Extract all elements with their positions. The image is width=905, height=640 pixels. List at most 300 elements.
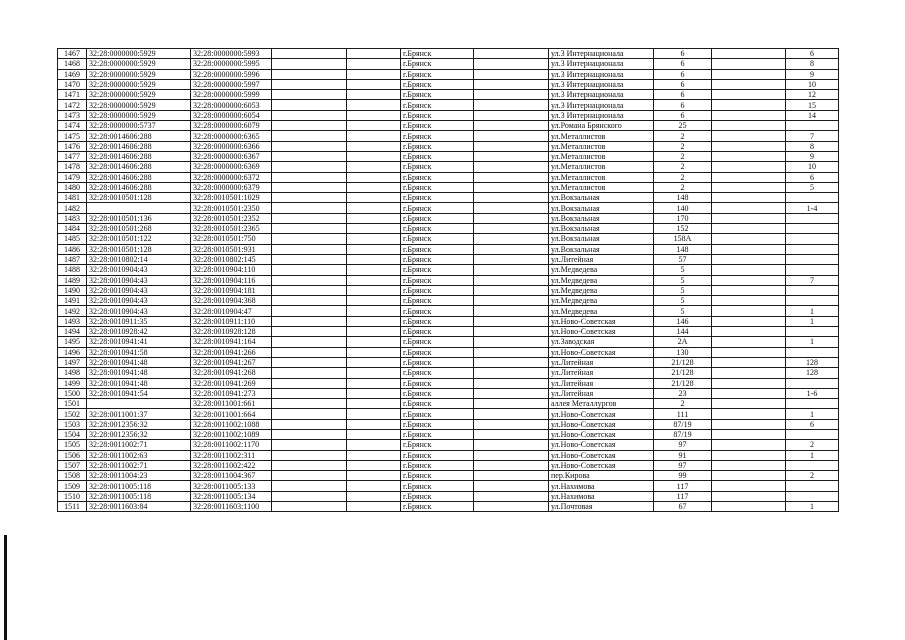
city-cell: г.Брянск: [401, 450, 474, 460]
street-cell: ул.Ново-Советская: [549, 347, 654, 357]
house-number-cell: 2А: [654, 337, 712, 347]
row-number-cell: 1474: [58, 121, 87, 131]
street-cell: ул.3 Интернационала: [549, 90, 654, 100]
street-cell: аллея Металлургов: [549, 399, 654, 409]
parent-cadastral-number-cell: 32:28:0014606:288: [87, 151, 191, 161]
row-number-cell: 1472: [58, 100, 87, 110]
col-5-cell: [347, 265, 401, 275]
parent-cadastral-number-cell: 32:28:0010904:43: [87, 306, 191, 316]
table-row: [58, 79, 839, 89]
apartment-cell: [786, 460, 839, 470]
street-cell: ул.Литейная: [549, 254, 654, 264]
parent-cadastral-number-cell: 32:28:0010802:14: [87, 254, 191, 264]
table-row: [58, 285, 839, 295]
city-cell: г.Брянск: [401, 378, 474, 388]
apartment-cell: 1: [786, 337, 839, 347]
cadastral-number-cell: 32:28:0000000:6379: [191, 182, 272, 192]
col-10-cell: [712, 409, 786, 419]
table-row: [58, 327, 839, 337]
col-7-cell: [474, 481, 549, 491]
cadastral-number-cell: 32:28:0010904:110: [191, 265, 272, 275]
cadastral-number-cell: 32:28:0010941:273: [191, 388, 272, 398]
col-5-cell: [347, 110, 401, 120]
col-10-cell: [712, 121, 786, 131]
row-number-cell: 1471: [58, 90, 87, 100]
col-4-cell: [272, 316, 347, 326]
col-10-cell: [712, 399, 786, 409]
col-4-cell: [272, 182, 347, 192]
apartment-cell: [786, 491, 839, 501]
house-number-cell: 87/19: [654, 419, 712, 429]
parent-cadastral-number-cell: 32:28:0010501:268: [87, 224, 191, 234]
col-7-cell: [474, 172, 549, 182]
street-cell: ул.3 Интернационала: [549, 69, 654, 79]
col-5-cell: [347, 59, 401, 69]
apartment-cell: 1: [786, 316, 839, 326]
table-row: [58, 244, 839, 254]
row-number-cell: 1509: [58, 481, 87, 491]
parent-cadastral-number-cell: 32:28:0011603:84: [87, 502, 191, 512]
col-5-cell: [347, 69, 401, 79]
row-number-cell: 1495: [58, 337, 87, 347]
table-row: [58, 409, 839, 419]
col-5-cell: [347, 460, 401, 470]
apartment-cell: 128: [786, 357, 839, 367]
col-10-cell: [712, 368, 786, 378]
col-10-cell: [712, 254, 786, 264]
col-7-cell: [474, 254, 549, 264]
apartment-cell: 14: [786, 110, 839, 120]
col-4-cell: [272, 151, 347, 161]
col-4-cell: [272, 440, 347, 450]
apartment-cell: 1: [786, 409, 839, 419]
col-7-cell: [474, 110, 549, 120]
apartment-cell: 5: [786, 182, 839, 192]
house-number-cell: 21/128: [654, 378, 712, 388]
col-4-cell: [272, 327, 347, 337]
col-4-cell: [272, 357, 347, 367]
parent-cadastral-number-cell: 32:28:0011002:63: [87, 450, 191, 460]
col-10-cell: [712, 162, 786, 172]
row-number-cell: 1469: [58, 69, 87, 79]
table-row: [58, 491, 839, 501]
col-10-cell: [712, 378, 786, 388]
house-number-cell: 6: [654, 69, 712, 79]
street-cell: ул.Вокзальная: [549, 234, 654, 244]
row-number-cell: 1481: [58, 193, 87, 203]
cadastral-number-cell: 32:28:0011002:1170: [191, 440, 272, 450]
col-10-cell: [712, 141, 786, 151]
col-5-cell: [347, 296, 401, 306]
col-10-cell: [712, 234, 786, 244]
col-7-cell: [474, 151, 549, 161]
city-cell: г.Брянск: [401, 481, 474, 491]
city-cell: г.Брянск: [401, 69, 474, 79]
col-5-cell: [347, 471, 401, 481]
cadastral-number-cell: 32:28:0000000:6365: [191, 131, 272, 141]
cadastral-number-cell: 32:28:0011002:1088: [191, 419, 272, 429]
table-row: [58, 224, 839, 234]
cadastral-number-cell: 32:28:0011001:664: [191, 409, 272, 419]
house-number-cell: 97: [654, 460, 712, 470]
table-row: [58, 347, 839, 357]
table-row: [58, 110, 839, 120]
col-7-cell: [474, 419, 549, 429]
house-number-cell: 158А: [654, 234, 712, 244]
col-4-cell: [272, 162, 347, 172]
street-cell: ул.Ново-Советская: [549, 327, 654, 337]
city-cell: г.Брянск: [401, 275, 474, 285]
col-7-cell: [474, 471, 549, 481]
city-cell: г.Брянск: [401, 285, 474, 295]
apartment-cell: 8: [786, 59, 839, 69]
table-row: [58, 378, 839, 388]
col-10-cell: [712, 69, 786, 79]
parent-cadastral-number-cell: 32:28:0012356:32: [87, 429, 191, 439]
col-7-cell: [474, 368, 549, 378]
col-4-cell: [272, 90, 347, 100]
col-4-cell: [272, 491, 347, 501]
apartment-cell: [786, 213, 839, 223]
house-number-cell: 23: [654, 388, 712, 398]
street-cell: ул.3 Интернационала: [549, 49, 654, 59]
row-number-cell: 1468: [58, 59, 87, 69]
apartment-cell: [786, 481, 839, 491]
street-cell: ул.Ново-Советская: [549, 419, 654, 429]
cadastral-number-cell: 32:28:0010501:2352: [191, 213, 272, 223]
col-7-cell: [474, 141, 549, 151]
house-number-cell: 67: [654, 502, 712, 512]
cadastral-number-cell: 32:28:0000000:6366: [191, 141, 272, 151]
col-5-cell: [347, 347, 401, 357]
col-5-cell: [347, 121, 401, 131]
row-number-cell: 1511: [58, 502, 87, 512]
apartment-cell: [786, 347, 839, 357]
cadastral-number-cell: 32:28:0011004:367: [191, 471, 272, 481]
row-number-cell: 1484: [58, 224, 87, 234]
table-row: [58, 141, 839, 151]
col-10-cell: [712, 275, 786, 285]
street-cell: ул.Металлистов: [549, 131, 654, 141]
house-number-cell: 25: [654, 121, 712, 131]
apartment-cell: [786, 254, 839, 264]
col-7-cell: [474, 162, 549, 172]
street-cell: ул.Вокзальная: [549, 244, 654, 254]
parent-cadastral-number-cell: 32:28:0000000:5929: [87, 69, 191, 79]
col-10-cell: [712, 59, 786, 69]
city-cell: г.Брянск: [401, 244, 474, 254]
row-number-cell: 1506: [58, 450, 87, 460]
cadastral-number-cell: 32:28:0010904:368: [191, 296, 272, 306]
col-10-cell: [712, 110, 786, 120]
table-row: [58, 213, 839, 223]
street-cell: ул.3 Интернационала: [549, 79, 654, 89]
apartment-cell: 9: [786, 151, 839, 161]
col-7-cell: [474, 429, 549, 439]
city-cell: г.Брянск: [401, 131, 474, 141]
parent-cadastral-number-cell: 32:28:0000000:5737: [87, 121, 191, 131]
col-7-cell: [474, 378, 549, 388]
house-number-cell: 57: [654, 254, 712, 264]
col-5-cell: [347, 234, 401, 244]
cadastral-number-cell: 32:28:0000000:5995: [191, 59, 272, 69]
street-cell: ул.Литейная: [549, 357, 654, 367]
parent-cadastral-number-cell: 32:28:0000000:5929: [87, 49, 191, 59]
row-number-cell: 1479: [58, 172, 87, 182]
street-cell: ул.Литейная: [549, 388, 654, 398]
col-10-cell: [712, 306, 786, 316]
col-10-cell: [712, 224, 786, 234]
street-cell: ул.Медведева: [549, 265, 654, 275]
row-number-cell: 1503: [58, 419, 87, 429]
table-row: [58, 481, 839, 491]
col-4-cell: [272, 296, 347, 306]
table-row: [58, 203, 839, 213]
col-10-cell: [712, 502, 786, 512]
col-5-cell: [347, 275, 401, 285]
table-row: [58, 172, 839, 182]
house-number-cell: 170: [654, 213, 712, 223]
col-5-cell: [347, 419, 401, 429]
row-number-cell: 1492: [58, 306, 87, 316]
house-number-cell: 6: [654, 100, 712, 110]
city-cell: г.Брянск: [401, 491, 474, 501]
col-5-cell: [347, 172, 401, 182]
cadastral-number-cell: 32:28:0010928:128: [191, 327, 272, 337]
city-cell: г.Брянск: [401, 49, 474, 59]
parent-cadastral-number-cell: [87, 399, 191, 409]
col-7-cell: [474, 121, 549, 131]
street-cell: ул.Металлистов: [549, 182, 654, 192]
street-cell: ул.Романа Брянского: [549, 121, 654, 131]
col-4-cell: [272, 471, 347, 481]
apartment-cell: 2: [786, 440, 839, 450]
street-cell: ул.3 Интернационала: [549, 59, 654, 69]
cadastral-number-cell: 32:28:0000000:6367: [191, 151, 272, 161]
apartment-cell: [786, 399, 839, 409]
col-10-cell: [712, 244, 786, 254]
city-cell: г.Брянск: [401, 357, 474, 367]
col-4-cell: [272, 59, 347, 69]
city-cell: г.Брянск: [401, 368, 474, 378]
col-4-cell: [272, 121, 347, 131]
col-5-cell: [347, 440, 401, 450]
col-7-cell: [474, 388, 549, 398]
city-cell: г.Брянск: [401, 182, 474, 192]
col-7-cell: [474, 131, 549, 141]
col-5-cell: [347, 481, 401, 491]
parent-cadastral-number-cell: 32:28:0000000:5929: [87, 100, 191, 110]
table-row: [58, 131, 839, 141]
row-number-cell: 1476: [58, 141, 87, 151]
col-7-cell: [474, 491, 549, 501]
house-number-cell: 5: [654, 285, 712, 295]
col-10-cell: [712, 429, 786, 439]
city-cell: г.Брянск: [401, 347, 474, 357]
street-cell: ул.Ново-Советская: [549, 460, 654, 470]
col-10-cell: [712, 203, 786, 213]
apartment-cell: 9: [786, 69, 839, 79]
city-cell: г.Брянск: [401, 151, 474, 161]
col-10-cell: [712, 172, 786, 182]
apartment-cell: [786, 285, 839, 295]
row-number-cell: 1475: [58, 131, 87, 141]
col-10-cell: [712, 357, 786, 367]
row-number-cell: 1502: [58, 409, 87, 419]
col-10-cell: [712, 337, 786, 347]
table-row: [58, 151, 839, 161]
parent-cadastral-number-cell: 32:28:0000000:5929: [87, 79, 191, 89]
table-row: [58, 471, 839, 481]
col-5-cell: [347, 368, 401, 378]
city-cell: г.Брянск: [401, 213, 474, 223]
apartment-cell: [786, 327, 839, 337]
row-number-cell: 1498: [58, 368, 87, 378]
cadastral-number-cell: 32:28:0010911:110: [191, 316, 272, 326]
row-number-cell: 1478: [58, 162, 87, 172]
street-cell: ул.Ново-Советская: [549, 429, 654, 439]
row-number-cell: 1496: [58, 347, 87, 357]
row-number-cell: 1490: [58, 285, 87, 295]
col-5-cell: [347, 429, 401, 439]
row-number-cell: 1491: [58, 296, 87, 306]
apartment-cell: 1-6: [786, 388, 839, 398]
table-row: [58, 69, 839, 79]
page-edge-mark: [4, 535, 7, 640]
parent-cadastral-number-cell: 32:28:0014606:288: [87, 182, 191, 192]
city-cell: г.Брянск: [401, 296, 474, 306]
street-cell: ул.Литейная: [549, 378, 654, 388]
parent-cadastral-number-cell: 32:28:0010501:122: [87, 234, 191, 244]
table-row: [58, 254, 839, 264]
col-5-cell: [347, 254, 401, 264]
city-cell: г.Брянск: [401, 172, 474, 182]
parent-cadastral-number-cell: 32:28:0010501:136: [87, 213, 191, 223]
apartment-cell: [786, 429, 839, 439]
cadastral-number-cell: 32:28:0000000:6369: [191, 162, 272, 172]
city-cell: г.Брянск: [401, 100, 474, 110]
cadastral-number-cell: 32:28:0011002:422: [191, 460, 272, 470]
parent-cadastral-number-cell: 32:28:0010904:43: [87, 265, 191, 275]
city-cell: г.Брянск: [401, 306, 474, 316]
col-7-cell: [474, 49, 549, 59]
row-number-cell: 1473: [58, 110, 87, 120]
col-10-cell: [712, 419, 786, 429]
house-number-cell: 6: [654, 59, 712, 69]
cadastral-number-cell: 32:28:0011603:1100: [191, 502, 272, 512]
apartment-cell: 12: [786, 90, 839, 100]
col-7-cell: [474, 69, 549, 79]
street-cell: ул.3 Интернационала: [549, 110, 654, 120]
table-row: [58, 49, 839, 59]
house-number-cell: 146: [654, 316, 712, 326]
cadastral-number-cell: 32:28:0011005:134: [191, 491, 272, 501]
house-number-cell: 6: [654, 79, 712, 89]
table-row: [58, 460, 839, 470]
house-number-cell: 5: [654, 296, 712, 306]
col-4-cell: [272, 244, 347, 254]
apartment-cell: [786, 265, 839, 275]
apartment-cell: 1: [786, 450, 839, 460]
apartment-cell: 6: [786, 172, 839, 182]
col-10-cell: [712, 49, 786, 59]
table-row: [58, 265, 839, 275]
row-number-cell: 1494: [58, 327, 87, 337]
col-10-cell: [712, 296, 786, 306]
street-cell: ул.Вокзальная: [549, 224, 654, 234]
house-number-cell: 140: [654, 203, 712, 213]
street-cell: ул.Вокзальная: [549, 193, 654, 203]
parent-cadastral-number-cell: 32:28:0014606:288: [87, 131, 191, 141]
col-4-cell: [272, 69, 347, 79]
table-row: [58, 162, 839, 172]
col-4-cell: [272, 429, 347, 439]
row-number-cell: 1477: [58, 151, 87, 161]
house-number-cell: 6: [654, 90, 712, 100]
table-row: [58, 296, 839, 306]
col-7-cell: [474, 316, 549, 326]
house-number-cell: 5: [654, 275, 712, 285]
col-5-cell: [347, 141, 401, 151]
street-cell: ул.Нахимова: [549, 481, 654, 491]
col-7-cell: [474, 203, 549, 213]
col-5-cell: [347, 151, 401, 161]
house-number-cell: 130: [654, 347, 712, 357]
city-cell: г.Брянск: [401, 316, 474, 326]
street-cell: ул.Металлистов: [549, 141, 654, 151]
cadastral-number-cell: 32:28:0010904:47: [191, 306, 272, 316]
table-row: [58, 234, 839, 244]
col-10-cell: [712, 193, 786, 203]
col-5-cell: [347, 213, 401, 223]
col-4-cell: [272, 100, 347, 110]
city-cell: г.Брянск: [401, 79, 474, 89]
col-4-cell: [272, 172, 347, 182]
cadastral-number-cell: 32:28:0010501:931: [191, 244, 272, 254]
cadastral-number-cell: 32:28:0011001:661: [191, 399, 272, 409]
cadastral-number-cell: 32:28:0011002:1089: [191, 429, 272, 439]
city-cell: г.Брянск: [401, 265, 474, 275]
cadastral-number-cell: 32:28:0011005:133: [191, 481, 272, 491]
house-number-cell: 148: [654, 193, 712, 203]
row-number-cell: 1482: [58, 203, 87, 213]
house-number-cell: 97: [654, 440, 712, 450]
row-number-cell: 1500: [58, 388, 87, 398]
apartment-cell: [786, 224, 839, 234]
parent-cadastral-number-cell: 32:28:0011004:23: [87, 471, 191, 481]
apartment-cell: 8: [786, 141, 839, 151]
col-7-cell: [474, 347, 549, 357]
city-cell: г.Брянск: [401, 327, 474, 337]
parent-cadastral-number-cell: 32:28:0011001:37: [87, 409, 191, 419]
col-4-cell: [272, 378, 347, 388]
row-number-cell: 1510: [58, 491, 87, 501]
parent-cadastral-number-cell: 32:28:0000000:5929: [87, 90, 191, 100]
apartment-cell: [786, 244, 839, 254]
col-5-cell: [347, 203, 401, 213]
cadastral-number-cell: 32:28:0000000:5997: [191, 79, 272, 89]
col-5-cell: [347, 337, 401, 347]
house-number-cell: 111: [654, 409, 712, 419]
col-10-cell: [712, 316, 786, 326]
col-5-cell: [347, 450, 401, 460]
parent-cadastral-number-cell: 32:28:0010941:54: [87, 388, 191, 398]
col-4-cell: [272, 49, 347, 59]
cadastral-number-cell: 32:28:0000000:6054: [191, 110, 272, 120]
col-10-cell: [712, 213, 786, 223]
apartment-cell: 7: [786, 131, 839, 141]
col-5-cell: [347, 244, 401, 254]
